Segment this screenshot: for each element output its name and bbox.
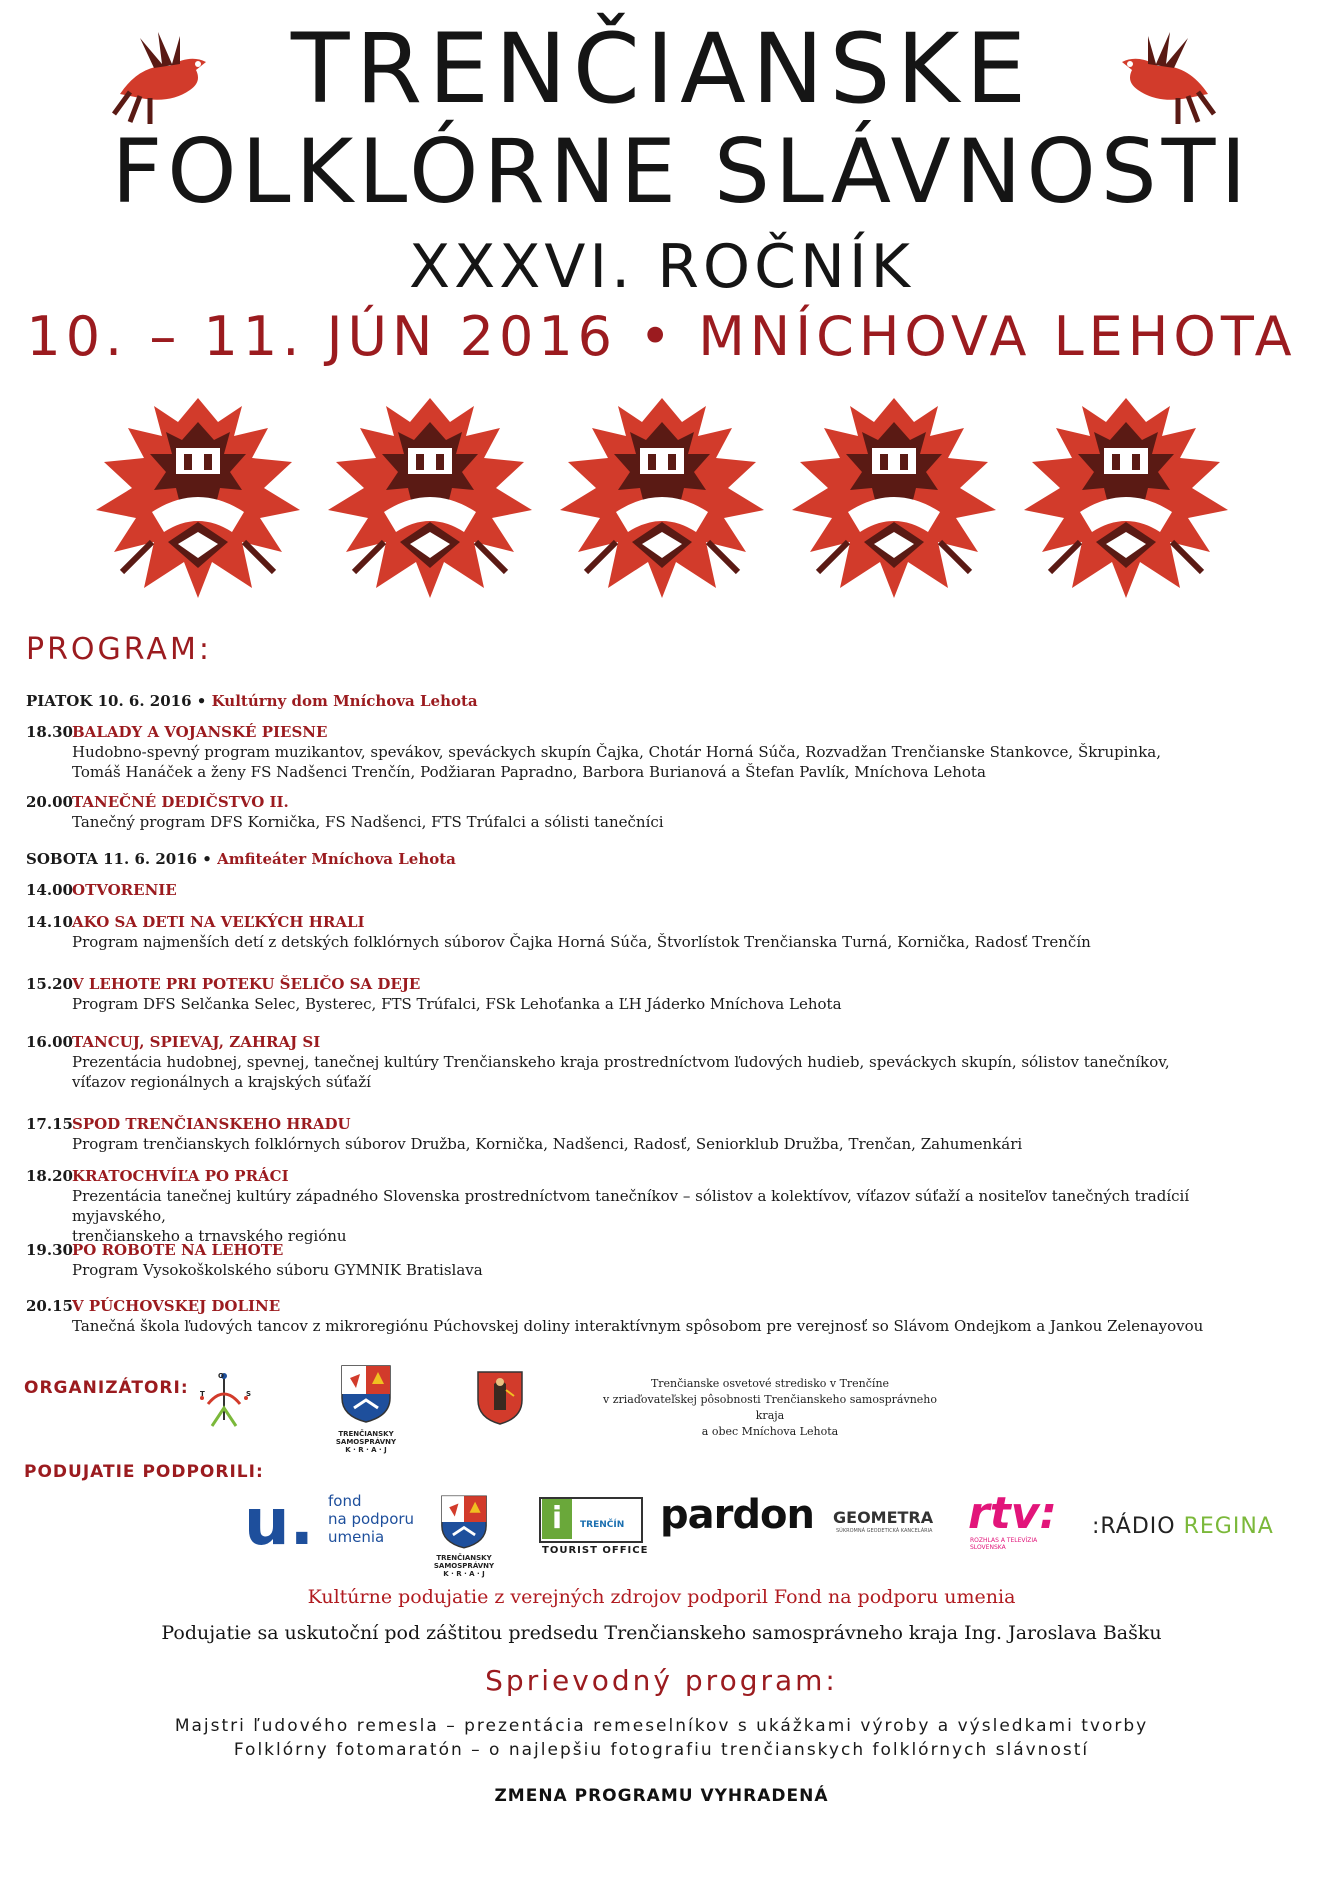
day-date: PIATOK 10. 6. 2016 • bbox=[26, 692, 207, 710]
edition-label: XXXVI. ROČNÍK bbox=[409, 232, 914, 302]
title-line-1: TRENČIANSKE bbox=[290, 13, 1033, 125]
fond-text-line: umenia bbox=[328, 1528, 385, 1546]
radio-regina-logo bbox=[1092, 1514, 1274, 1539]
event-time: 20.00 bbox=[26, 793, 73, 811]
tourist-office-city: TRENČÍN bbox=[580, 1520, 625, 1530]
event-description: Program Vysokoškolského súboru GYMNIK Bratislava bbox=[72, 1261, 483, 1279]
day-venue: Amfiteáter Mníchova Lehota bbox=[217, 850, 456, 868]
event-description: Program DFS Selčanka Selec, Bysterec, FTS Trúfalci, FSk Lehoťanka a ĽH Jáderko Mníchova Lehota bbox=[72, 995, 842, 1013]
event-description: Tomáš Hanáček a ženy FS Nadšenci Trenčín, Podžiaran Papradno, Barbora Burianová a Štefan Pavlík, Mníchova Lehota bbox=[72, 763, 986, 781]
tsk-logo-text bbox=[334, 1430, 398, 1454]
day-date: SOBOTA 11. 6. 2016 • bbox=[26, 850, 212, 868]
program-event bbox=[26, 974, 1286, 1014]
patronage-statement: Podujatie sa uskutoční pod záštitou predsedu Trenčianskeho samosprávneho kraja Ing. Jaroslava Bašku bbox=[161, 1622, 1162, 1644]
rtvs-subtitle-line: ROZHLAS A TELEVÍZIA bbox=[970, 1537, 1038, 1544]
program-event bbox=[26, 912, 1286, 952]
fond-logo-letter: u. bbox=[244, 1486, 314, 1560]
event-description: Hudobno-spevný program muzikantov, spevákov, speváckych skupín Čajka, Chotár Horná Súča, Rozvadžan Trenčianske Stankovce, Škrupinka, bbox=[72, 743, 1162, 761]
day-venue: Kultúrny dom Mníchova Lehota bbox=[211, 692, 478, 710]
side-program-line: Majstri ľudového remesla – prezentácia remeselníkov s ukážkami výroby a výsledkami tvorby bbox=[174, 1716, 1149, 1736]
fond-text-line: na podporu bbox=[328, 1510, 415, 1528]
tourist-office-label: TOURIST OFFICE bbox=[542, 1545, 649, 1556]
folk-ornament-icon bbox=[92, 392, 304, 602]
event-description: Program najmenších detí z detských folklórnych súborov Čajka Horná Súča, Štvorlístok Trenčianska Turná, Kornička, Radosť Trenčín bbox=[72, 933, 1091, 951]
organizers-label: ORGANIZÁTORI: bbox=[24, 1378, 189, 1398]
fond-logo-text bbox=[328, 1492, 414, 1546]
event-time: 17.15 bbox=[26, 1115, 73, 1133]
folk-ornament-icon bbox=[788, 392, 1000, 602]
event-title: TANEČNÉ DEDIČSTVO II. bbox=[72, 793, 289, 811]
tsk-logo-text bbox=[432, 1554, 496, 1578]
event-description: Prezentácia hudobnej, spevnej, tanečnej kultúry Trenčianskeho kraja prostredníctvom ľudových hudieb, speváckych skupín, sólistov tanečníkov, bbox=[72, 1053, 1170, 1071]
program-event bbox=[26, 1114, 1286, 1154]
tsk-text-line: TRENČIANSKY bbox=[436, 1554, 492, 1562]
program-event bbox=[26, 1296, 1286, 1336]
tsk-text-line: K · R · A · J bbox=[443, 1570, 485, 1578]
tsk-coat-of-arms-icon bbox=[440, 1494, 488, 1550]
tsk-coat-of-arms-icon bbox=[340, 1364, 392, 1424]
info-icon: i bbox=[542, 1499, 572, 1539]
event-title: V PÚCHOVSKEJ DOLINE bbox=[72, 1297, 281, 1315]
fond-text-line: fond bbox=[328, 1492, 362, 1510]
organizers-info-line: Trenčianske osvetové stredisko v Trenčíne bbox=[650, 1377, 890, 1390]
mnichova-lehota-coat-of-arms-icon bbox=[476, 1370, 524, 1426]
event-title: PO ROBOTE NA LEHOTE bbox=[72, 1241, 284, 1259]
event-time: 20.15 bbox=[26, 1297, 73, 1315]
side-program-heading: Sprievodný program: bbox=[485, 1664, 838, 1697]
event-time: 14.10 bbox=[26, 913, 73, 931]
program-event bbox=[26, 880, 1286, 900]
folk-ornament-icon bbox=[1020, 392, 1232, 602]
program-heading: PROGRAM: bbox=[26, 632, 212, 667]
geometra-subtitle: SÚKROMNÁ GEODETICKÁ KANCELÁRIA bbox=[836, 1528, 933, 1534]
tsk-text-line: K · R · A · J bbox=[345, 1446, 387, 1454]
pardon-logo: pardon bbox=[660, 1492, 814, 1538]
event-time: 18.20 bbox=[26, 1167, 73, 1185]
organizers-info-line: v zriaďovateľskej pôsobnosti Trenčianskeho samosprávneho kraja bbox=[602, 1393, 938, 1422]
event-title: BALADY A VOJANSKÉ PIESNE bbox=[72, 723, 328, 741]
event-time: 16.00 bbox=[26, 1033, 73, 1051]
folk-ornament-icon bbox=[556, 392, 768, 602]
organizers-info bbox=[600, 1376, 940, 1440]
tos-letter-n: O bbox=[218, 1372, 224, 1380]
geometra-logo: GEOMETRA bbox=[833, 1508, 934, 1527]
program-event bbox=[26, 1032, 1286, 1092]
event-description: trenčianskeho a trnavského regiónu bbox=[72, 1227, 347, 1245]
event-time: 15.20 bbox=[26, 975, 73, 993]
event-title: AKO SA DETI NA VEĽKÝCH HRALI bbox=[72, 913, 365, 931]
rtvs-subtitle-line: SLOVENSKA bbox=[970, 1544, 1006, 1551]
folk-ornament-row bbox=[92, 392, 1232, 602]
event-title: TANCUJ, SPIEVAJ, ZAHRAJ SI bbox=[72, 1033, 321, 1051]
event-title: SPOD TRENČIANSKEHO HRADU bbox=[72, 1115, 351, 1133]
tos-letter-s: S bbox=[246, 1390, 252, 1398]
rtvs-logo: rtv: bbox=[968, 1488, 1058, 1539]
supporters-label: PODUJATIE PODPORILI: bbox=[24, 1462, 264, 1482]
tos-letter-t: T bbox=[200, 1390, 205, 1398]
event-description: víťazov regionálnych a krajských súťaží bbox=[72, 1073, 371, 1091]
event-title: OTVORENIE bbox=[72, 881, 177, 899]
funding-statement: Kultúrne podujatie z verejných zdrojov podporil Fond na podporu umenia bbox=[307, 1586, 1016, 1608]
event-time: 14.00 bbox=[26, 881, 73, 899]
tsk-text-line: SAMOSPRÁVNY bbox=[335, 1438, 397, 1446]
event-description: Prezentácia tanečnej kultúry západného Slovenska prostredníctvom tanečníkov – sólistov a kolektívov, víťazov súťaží a nositeľov tanečných tradícií myjavského, bbox=[72, 1187, 1190, 1225]
tsk-text-line: SAMOSPRÁVNY bbox=[433, 1562, 495, 1570]
tsk-text-line: TRENČIANSKY bbox=[338, 1430, 394, 1438]
event-description: Tanečná škola ľudových tancov z mikroregiónu Púchovskej doliny interaktívnym spôsobom pre verejnosť so Slávom Ondejkom a Jankou Zelenayovou bbox=[72, 1317, 1204, 1335]
organizers-info-line: a obec Mníchova Lehota bbox=[701, 1425, 839, 1438]
event-title: KRATOCHVÍĽA PO PRÁCI bbox=[72, 1167, 289, 1185]
title-line-2: FOLKLÓRNE SLÁVNOSTI bbox=[111, 120, 1252, 223]
program-day-header bbox=[26, 850, 456, 868]
program-event bbox=[26, 722, 1286, 782]
event-time: 19.30 bbox=[26, 1241, 73, 1259]
event-time: 18.30 bbox=[26, 723, 73, 741]
program-event bbox=[26, 1166, 1286, 1246]
program-event bbox=[26, 792, 1286, 832]
event-description: Program trenčianskych folklórnych súborov Družba, Kornička, Nadšenci, Radosť, Seniorklub Družba, Trenčan, Zahumenkári bbox=[72, 1135, 1023, 1153]
side-program-line: Folklórny fotomaratón – o najlepšiu fotografiu trenčianskych folklórnych slávností bbox=[233, 1740, 1090, 1760]
event-title: V LEHOTE PRI POTEKU ŠELIČO SA DEJE bbox=[72, 975, 421, 993]
radio-prefix: :RÁDIO bbox=[1092, 1514, 1184, 1539]
change-notice: ZMENA PROGRAMU VYHRADENÁ bbox=[494, 1786, 829, 1806]
tos-logo-icon bbox=[188, 1364, 260, 1434]
folk-ornament-icon bbox=[324, 392, 536, 602]
program-event bbox=[26, 1240, 1286, 1280]
dates-place: 10. – 11. JÚN 2016 • MNÍCHOVA LEHOTA bbox=[26, 305, 1297, 368]
event-description: Tanečný program DFS Kornička, FS Nadšenci, FTS Trúfalci a sólisti tanečníci bbox=[72, 813, 664, 831]
radio-accent: REGINA bbox=[1183, 1514, 1274, 1539]
program-day-header bbox=[26, 692, 478, 710]
rtvs-subtitle bbox=[970, 1537, 1037, 1551]
